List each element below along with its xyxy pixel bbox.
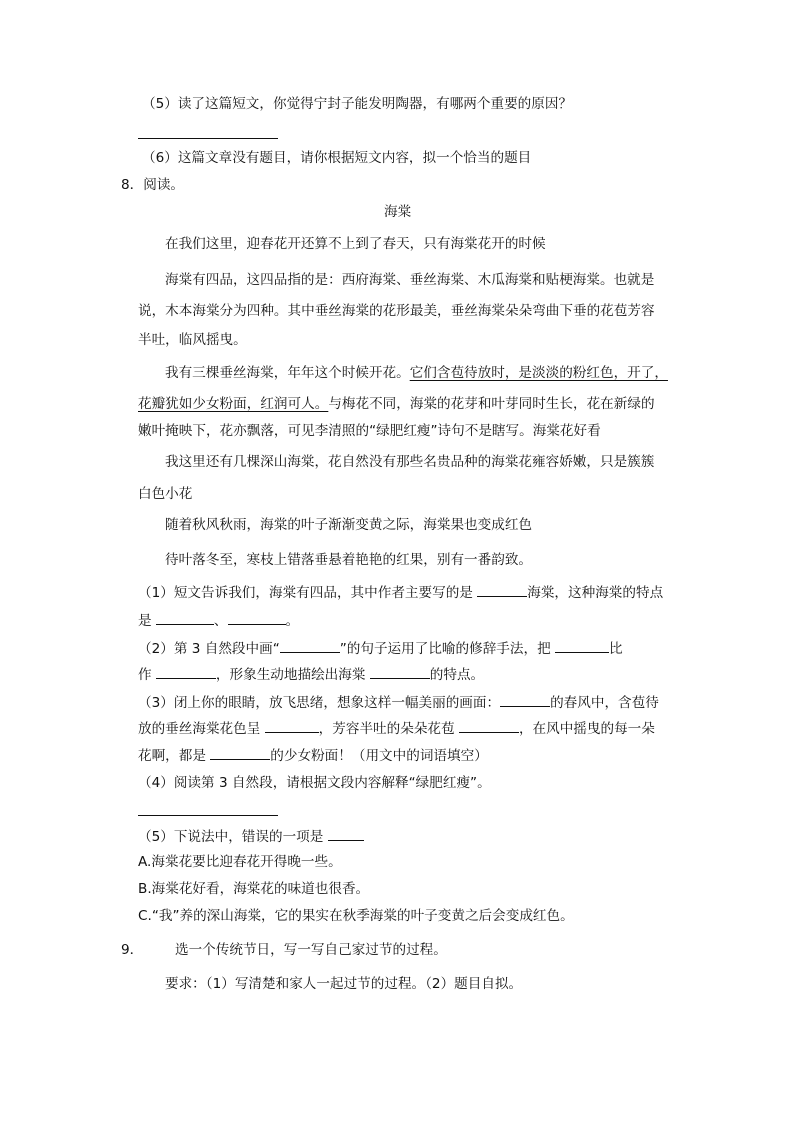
q8-label: 8．阅读。 (121, 177, 185, 193)
blank-1[interactable] (477, 582, 527, 597)
blank-3[interactable] (228, 610, 286, 625)
q9-text: 选一个传统节日，写一写自己家过节的过程。 (175, 942, 447, 958)
blank-8[interactable] (500, 692, 550, 707)
para-3-text: 我有三棵垂丝海棠，年年这个时候开花。 (165, 365, 410, 381)
para-5: 随着秋风秋雨，海棠的叶子渐渐变黄之际，海棠果也变成红色 (165, 517, 533, 533)
blank-6[interactable] (156, 664, 216, 679)
q8-sub3-text: 的少女粉面！（用文中的词语填空） (270, 748, 488, 764)
q7-sub5: （5）读了这篇短文，你觉得宁封子能发明陶器，有哪两个重要的原因？ (142, 96, 573, 112)
q8-sub2-text: ”的句子运用了比喻的修辞手法，把 (339, 641, 551, 657)
para-2-line-3: 半吐，临风摇曳。 (138, 332, 247, 348)
q8-sub2-line-2 (138, 664, 484, 685)
q8-sub1-text: 是 (138, 613, 152, 629)
q8-sub3-text: （3）闭上你的眼睛，放飞思绪，想象这样一幅美丽的画面： (138, 695, 501, 711)
q8-sub3-text: 放的垂丝海棠花色呈 (138, 721, 261, 737)
para-6: 待叶落冬至，寒枝上错落垂悬着艳艳的红果，别有一番韵致。 (165, 552, 533, 568)
q8-sub5-text: （5）下说法中，错误的一项是 (138, 829, 324, 845)
blank-7[interactable] (370, 664, 430, 679)
para-1: 在我们这里，迎春花开还算不上到了春天，只有海棠花开的时候 (165, 236, 546, 252)
para-3-text: 与梅花不同，海棠的花芽和叶芽同时生长，花在新绿的 (328, 396, 655, 412)
blank-10[interactable] (459, 718, 519, 733)
blank-12[interactable] (328, 826, 364, 841)
q8-sub3-text: 的春风中，含苞待 (550, 695, 659, 711)
para-3-line-1 (165, 363, 668, 383)
q8-sub1-text: 。 (285, 613, 300, 629)
q7-sub6: （6）这篇文章没有题目，请你根据短文内容，拟一个恰当的题目 (142, 150, 532, 166)
blank-9[interactable] (265, 718, 319, 733)
q8-sub1-line-1 (138, 582, 663, 603)
q8-sub2-text: ，形象生动地描绘出海棠 (215, 667, 366, 683)
q8-sub3-line-2 (138, 718, 655, 739)
q8-sub3-text: ，芳容半吐的朵朵花苞 (318, 721, 455, 737)
passage-title: 海棠 (384, 204, 412, 220)
q8-sub1-text: （1）短文告诉我们，海棠有四品，其中作者主要写的是 (138, 585, 473, 601)
q8-sub3-line-1 (138, 692, 659, 713)
q9-label: 9． (121, 942, 144, 958)
option-a: A.海棠花要比迎春花开得晚一些。 (138, 854, 342, 870)
q8-sub1-line-2 (138, 610, 299, 631)
q8-sub2-text: （2）第 3 自然段中画“ (138, 641, 280, 657)
blank-4[interactable] (280, 638, 340, 653)
blank-5[interactable] (555, 638, 609, 653)
q8-sub2-text: 比 (609, 641, 623, 657)
q8-sub3-text: ，在风中摇曳的每一朵 (518, 721, 655, 737)
q8-sub2-text: 的特点。 (429, 667, 485, 683)
q7-sub5-answer-line[interactable] (138, 138, 278, 139)
para-4-line-1: 我这里还有几棵深山海棠，花自然没有那些名贵品种的海棠花雍容娇嫩，只是簇簇 (165, 454, 655, 470)
q8-sub4: （4）阅读第 3 自然段，请根据文段内容解释“绿肥红瘦”。 (138, 775, 491, 791)
q8-sub3-text: 花啊，都是 (138, 748, 206, 764)
blank-2[interactable] (156, 610, 214, 625)
para-4-line-2: 白色小花 (138, 486, 193, 502)
option-c: C.“我”养的深山海棠，它的果实在秋季海棠的叶子变黄之后会变成红色。 (138, 908, 574, 924)
q8-sub1-text: 、 (213, 613, 228, 629)
para-3-line-2 (138, 394, 655, 414)
q8-sub3-line-3 (138, 745, 488, 766)
q8-sub2-text: 作 (138, 667, 152, 683)
underlined-metaphor: 它们含苞待放时，是淡淡的粉红色，开了， (409, 365, 668, 381)
underlined-metaphor-end: 花瓣犹如少女粉面，红润可人。 (138, 396, 329, 412)
q8-sub1-text: 海棠，这种海棠的特点 (527, 585, 664, 601)
para-2-line-1: 海棠有四品，这四品指的是：西府海棠、垂丝海棠、木瓜海棠和贴梗海棠。也就是 (165, 272, 655, 288)
q8-sub2-line-1 (138, 638, 623, 659)
para-2-line-2: 说，木本海棠分为四种。其中垂丝海棠的花形最美，垂丝海棠朵朵弯曲下垂的花苞芳容 (138, 303, 655, 319)
para-3-line-3: 嫩叶掩映下，花亦飘落，可见李清照的“绿肥红瘦”诗句不是瞎写。海棠花好看 (138, 423, 601, 439)
q9-requirements: 要求：（1）写清楚和家人一起过节的过程。（2）题目自拟。 (165, 976, 523, 992)
q8-sub4-answer-line[interactable] (138, 815, 278, 816)
blank-11[interactable] (210, 745, 270, 760)
option-b: B.海棠花好看，海棠花的味道也很香。 (138, 881, 370, 897)
q8-sub5 (138, 826, 364, 847)
